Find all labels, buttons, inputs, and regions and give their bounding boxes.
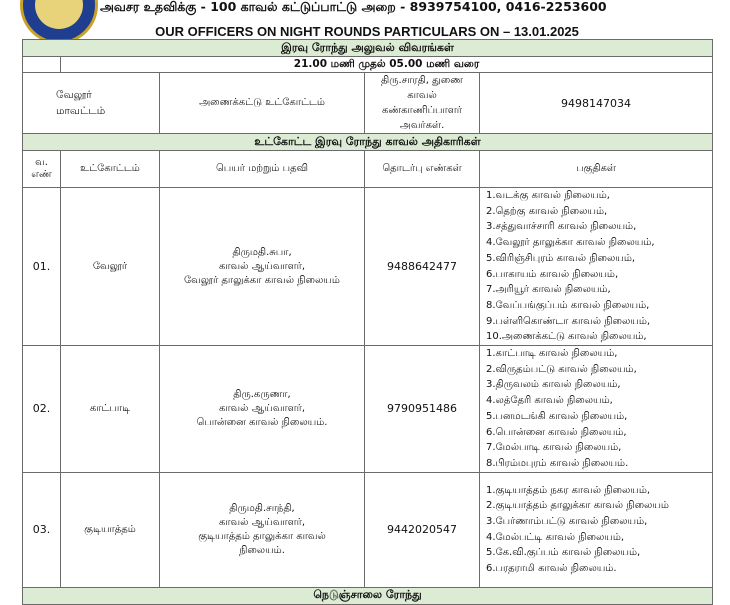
area-item: 7.அரியூர் காவல் நிலையம்,: [486, 284, 611, 296]
highway-section-label: நெடுஞ்சாலை ரோந்து: [23, 587, 713, 604]
area-item: 8.வேப்பங்குப்பம் காவல் நிலையம்,: [486, 299, 650, 311]
night-rounds-table: [22, 39, 713, 605]
row-officer: [160, 188, 365, 346]
dsp-officer-text: திரு.சாரதி, துணை காவல் கண்காணிப்பாளர் அவர்கள்.: [381, 75, 463, 131]
row-areas: [480, 472, 713, 587]
row-phone: 9442020547: [365, 472, 480, 587]
officer-line: திருமதி.சுபா,: [232, 246, 292, 258]
officer-line: காவல் ஆய்வாளர்,: [218, 402, 306, 414]
col-header-phone: தொடர்பு எண்கள்: [365, 151, 480, 188]
area-item: 6.பொன்னை காவல் நிலையம்,: [486, 426, 627, 438]
area-item: 5.விரிஞ்சிபுரம் காவல் நிலையம்,: [486, 252, 636, 264]
time-range: 21.00 மணி முதல் 05.00 மணி வரை: [61, 57, 713, 73]
subdivision-section-label: உட்கோட்ட இரவு ரோந்து காவல் அதிகாரிகள்: [23, 134, 713, 151]
officer-line: காவல் ஆய்வாளர்,: [218, 260, 306, 272]
subdivision-section-band: [23, 134, 713, 151]
area-item: 1.குடியாத்தம் நகர காவல் நிலையம்,: [486, 484, 651, 496]
row-phone: 9488642477: [365, 188, 480, 346]
time-row: [23, 57, 713, 73]
officer-line: பொன்னை காவல் நிலையம்.: [196, 416, 328, 428]
row-sno: 02.: [23, 346, 61, 473]
row-areas: [480, 346, 713, 473]
row-sno: 01.: [23, 188, 61, 346]
col-header-sno: வ. எண்: [23, 151, 61, 188]
area-item: 3.பேர்ணாம்பட்டு காவல் நிலையம்,: [486, 515, 648, 527]
area-item: 8.பிரம்மபுரம் காவல் நிலையம்.: [486, 457, 629, 469]
officer-line: நிலையம்.: [239, 544, 285, 556]
officer-line: திரு.கருணா,: [233, 388, 291, 400]
area-item: 1.காட்பாடி காவல் நிலையம்,: [486, 348, 618, 360]
area-item: 6.பரதராமி காவல் நிலையம்.: [486, 563, 617, 575]
district-row: [23, 73, 713, 134]
row-subdivision: குடியாத்தம்: [61, 472, 160, 587]
subdivision-name: அணைக்கட்டு உட்கோட்டம்: [160, 73, 365, 134]
night-section-band: [23, 40, 713, 57]
area-item: 2.விருதம்பட்டு காவல் நிலையம்,: [486, 363, 637, 375]
area-item: 4.வேலூர் தாலுக்கா காவல் நிலையம்,: [486, 237, 655, 249]
row-subdivision: வேலூர்: [61, 188, 160, 346]
column-header-row: [23, 151, 713, 188]
officer-line: காவல் ஆய்வாளர்,: [218, 516, 306, 528]
row-subdivision: காட்பாடி: [61, 346, 160, 473]
col-header-name: பெயர் மற்றும் பதவி: [160, 151, 365, 188]
area-item: 2.தெற்கு காவல் நிலையம்,: [486, 205, 608, 217]
table-row: [23, 346, 713, 473]
row-phone: 9790951486: [365, 346, 480, 473]
district-name: [23, 73, 160, 134]
blank-cell: [23, 57, 61, 73]
district-label: வேலூர் மாவட்டம்: [56, 89, 106, 117]
area-item: 7.மேல்பாடி காவல் நிலையம்,: [486, 442, 622, 454]
night-section-label: இரவு ரோந்து அலுவல் விவரங்கள்: [23, 40, 713, 57]
helpline-text: அவசர உதவிக்கு - 100 காவல் கட்டுப்பாட்டு அறை - 8939754100, 0416-2253600: [100, 0, 607, 14]
highway-section-band: [23, 587, 713, 604]
area-item: 3.சத்துவாச்சாரி காவல் நிலையம்,: [486, 221, 637, 233]
area-item: 1.வடக்கு காவல் நிலையம்,: [486, 190, 610, 201]
area-item: 5.பனமடங்கி காவல் நிலையம்,: [486, 410, 628, 422]
area-item: 2.குடியாத்தம் தாலுக்கா காவல் நிலையம்: [486, 500, 669, 512]
area-item: 10.அணைக்கட்டு காவல் நிலையம்,: [486, 331, 647, 343]
officer-line: வேலூர் தாலுக்கா காவல் நிலையம்: [184, 274, 340, 286]
dsp-phone: 9498147034: [480, 73, 713, 134]
row-officer: [160, 472, 365, 587]
table-row: [23, 188, 713, 346]
table-row: [23, 472, 713, 587]
col-header-subdivision: உட்கோட்டம்: [61, 151, 160, 188]
area-item: 4.லத்தேரி காவல் நிலையம்,: [486, 395, 613, 407]
dsp-officer: [365, 73, 480, 134]
row-sno: 03.: [23, 472, 61, 587]
officer-line: திருமதி.சாந்தி,: [229, 502, 295, 514]
officer-line: குடியாத்தம் தாலுக்கா காவல்: [198, 530, 326, 542]
page-title: OUR OFFICERS ON NIGHT ROUNDS PARTICULARS ON – 13.01.2025: [155, 24, 579, 39]
area-item: 9.பள்ளிகொண்டா காவல் நிலையம்,: [486, 315, 651, 327]
area-item: 4.மேல்பட்டி காவல் நிலையம்,: [486, 531, 625, 543]
area-item: 5.கே.வி.குப்பம் காவல் நிலையம்,: [486, 547, 641, 559]
area-item: 3.திருவலம் காவல் நிலையம்,: [486, 379, 621, 391]
row-areas: [480, 188, 713, 346]
area-item: 6.பாகாயம் காவல் நிலையம்,: [486, 268, 619, 280]
col-header-areas: பகுதிகள்: [480, 151, 713, 188]
row-officer: [160, 346, 365, 473]
